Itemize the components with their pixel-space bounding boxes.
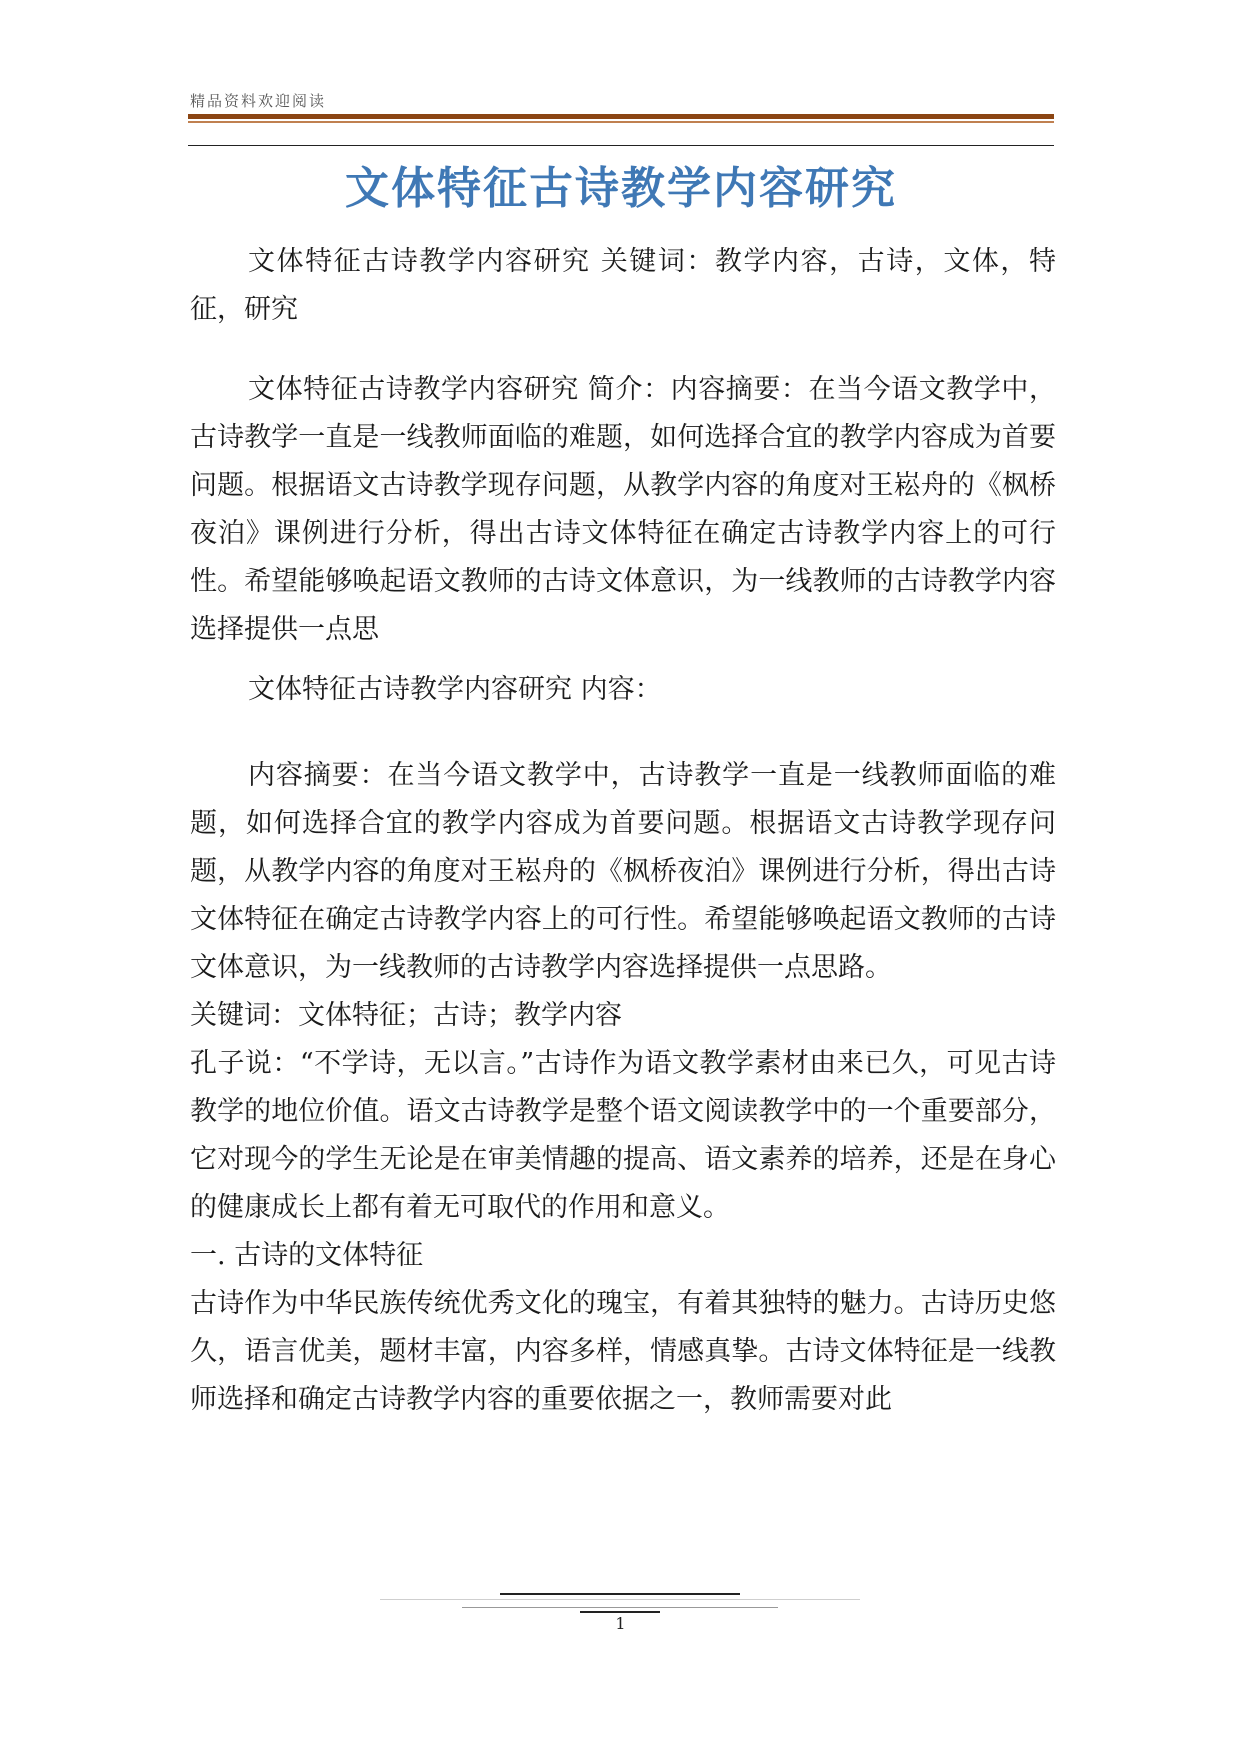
header-rule-accent: [188, 121, 1054, 123]
header-rule-thin: [188, 145, 1054, 146]
footer-rule: [462, 1607, 778, 1608]
paragraph: 古诗作为中华民族传统优秀文化的瑰宝，有着其独特的魅力。古诗历史悠久，语言优美，题材丰富，内容多样，情感真挚。古诗文体特征是一线教师选择和确定古诗教学内容的重要依据之一，教师需要对此: [190, 1288, 1056, 1415]
paragraph: 关键词：文体特征；古诗；教学内容: [190, 1000, 622, 1031]
paragraph: 孔子说：“不学诗，无以言。”古诗作为语文教学素材由来已久，可见古诗教学的地位价值。语文古诗教学是整个语文阅读教学中的一个重要部分，它对现今的学生无论是在审美情趣的提高、语文素养的培养，还是在身心的健康成长上都有着无可取代的作用和意义。: [190, 1048, 1056, 1223]
paragraph-summary: [190, 366, 1056, 654]
footer-rule: [380, 1599, 860, 1600]
paragraph: 文体特征古诗教学内容研究 简介：内容摘要：在当今语文教学中，古诗教学一直是一线教师面临的难题，如何选择合宜的教学内容成为首要问题。根据语文古诗教学现存问题，从教学内容的角度对王崧舟的《枫桥夜泊》课例进行分析，得出古诗文体特征在确定古诗教学内容上的可行性。希望能够唤起语文教师的古诗文体意识，为一线教师的古诗教学内容选择提供一点思: [190, 374, 1056, 645]
paragraph: 内容摘要：在当今语文教学中，古诗教学一直是一线教师面临的难题，如何选择合宜的教学内容成为首要问题。根据语文古诗教学现存问题，从教学内容的角度对王崧舟的《枫桥夜泊》课例进行分析，得出古诗文体特征在确定古诗教学内容上的可行性。希望能够唤起语文教师的古诗文体意识，为一线教师的古诗教学内容选择提供一点思路。: [190, 760, 1056, 983]
paragraph: 文体特征古诗教学内容研究 关键词：教学内容，古诗，文体，特征，研究: [190, 246, 1056, 325]
paragraph: 文体特征古诗教学内容研究 内容：: [248, 674, 662, 705]
document-title: 文体特征古诗教学内容研究: [345, 163, 897, 214]
paragraph-keywords-intro: [190, 238, 1056, 334]
paragraph-main-content: [190, 752, 1056, 1424]
page-number: 1: [615, 1614, 626, 1633]
paragraph-content-heading: [190, 666, 1056, 714]
footer-rule: [500, 1593, 740, 1595]
footer-rule: [580, 1611, 660, 1613]
section-heading: 一. 古诗的文体特征: [190, 1240, 424, 1271]
header-rule-thick: [188, 114, 1054, 119]
header-label: 精品资料欢迎阅读: [190, 92, 327, 110]
